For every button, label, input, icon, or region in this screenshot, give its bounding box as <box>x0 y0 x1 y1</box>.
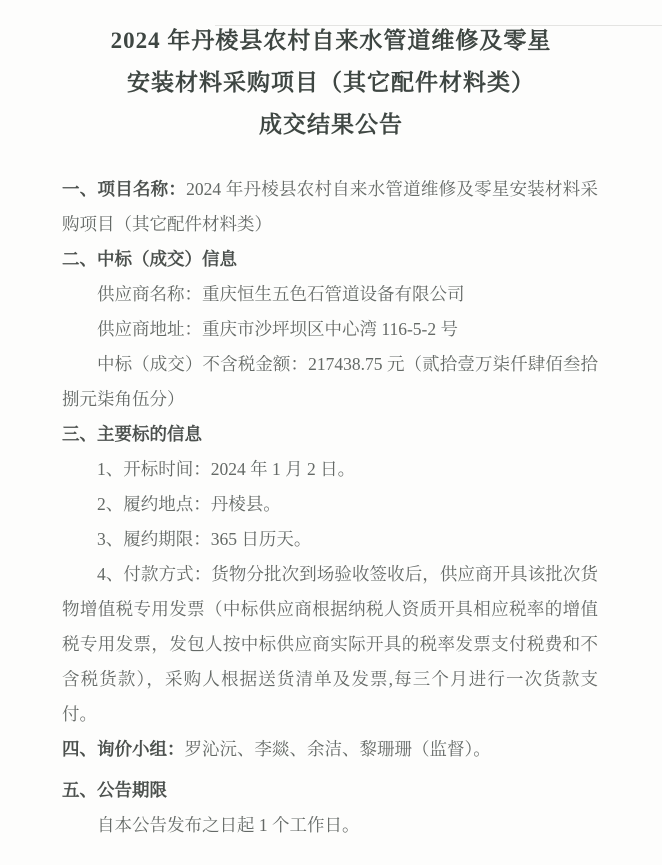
section-4-text: 罗沁沅、李燚、余洁、黎珊珊（监督）。 <box>184 739 491 759</box>
title-line-1: 2024 年丹棱县农村自来水管道维修及零星 <box>110 28 552 53</box>
section-1-heading: 一、项目名称： <box>62 179 187 199</box>
document-body <box>62 172 598 843</box>
section-5-heading: 五、公告期限 <box>62 780 167 800</box>
section-inquiry-group <box>62 732 598 767</box>
section-2-heading: 二、中标（成交）信息 <box>62 249 237 269</box>
performance-period-line: 3、履约期限：365 日历天。 <box>97 529 312 549</box>
supplier-address-line: 供应商地址：重庆市沙坪坝区中心湾 116-5-2 号 <box>97 319 459 339</box>
payment-method-line: 4、付款方式：货物分批次到场验收签收后，供应商开具该批次货物增值税专用发票（中标供应商根据纳税人资质开具相应税率的增值税专用发票，发包人按中标供应商实际开具的税率发票支付税费和不含税货款），采购人根据送货清单及发票,每三个月进行一次货款支付。 <box>62 564 598 724</box>
performance-place-line: 2、履约地点：丹棱县。 <box>97 494 281 514</box>
announcement-period-line: 自本公告发布之日起 1 个工作日。 <box>97 815 360 835</box>
section-1-text: 2024 年丹棱县农村自来水管道维修及零星安装材料采购项目（其它配件材料类） <box>62 179 598 234</box>
document-page <box>0 20 662 843</box>
scan-edge-artifact <box>215 25 662 26</box>
document-title <box>40 20 622 146</box>
award-amount-line: 中标（成交）不含税金额：217438.75 元（贰拾壹万柒仟肆佰叁拾捌元柒角伍分） <box>62 354 598 409</box>
bid-opening-time-line: 1、开标时间：2024 年 1 月 2 日。 <box>97 459 356 479</box>
supplier-name-line: 供应商名称：重庆恒生五色石管道设备有限公司 <box>97 284 465 304</box>
title-line-2: 安装材料采购项目（其它配件材料类） <box>127 70 535 95</box>
section-project-name <box>62 172 598 242</box>
section-3-heading: 三、主要标的信息 <box>62 424 202 444</box>
title-line-3: 成交结果公告 <box>259 112 403 137</box>
section-4-heading: 四、询价小组： <box>62 739 185 759</box>
